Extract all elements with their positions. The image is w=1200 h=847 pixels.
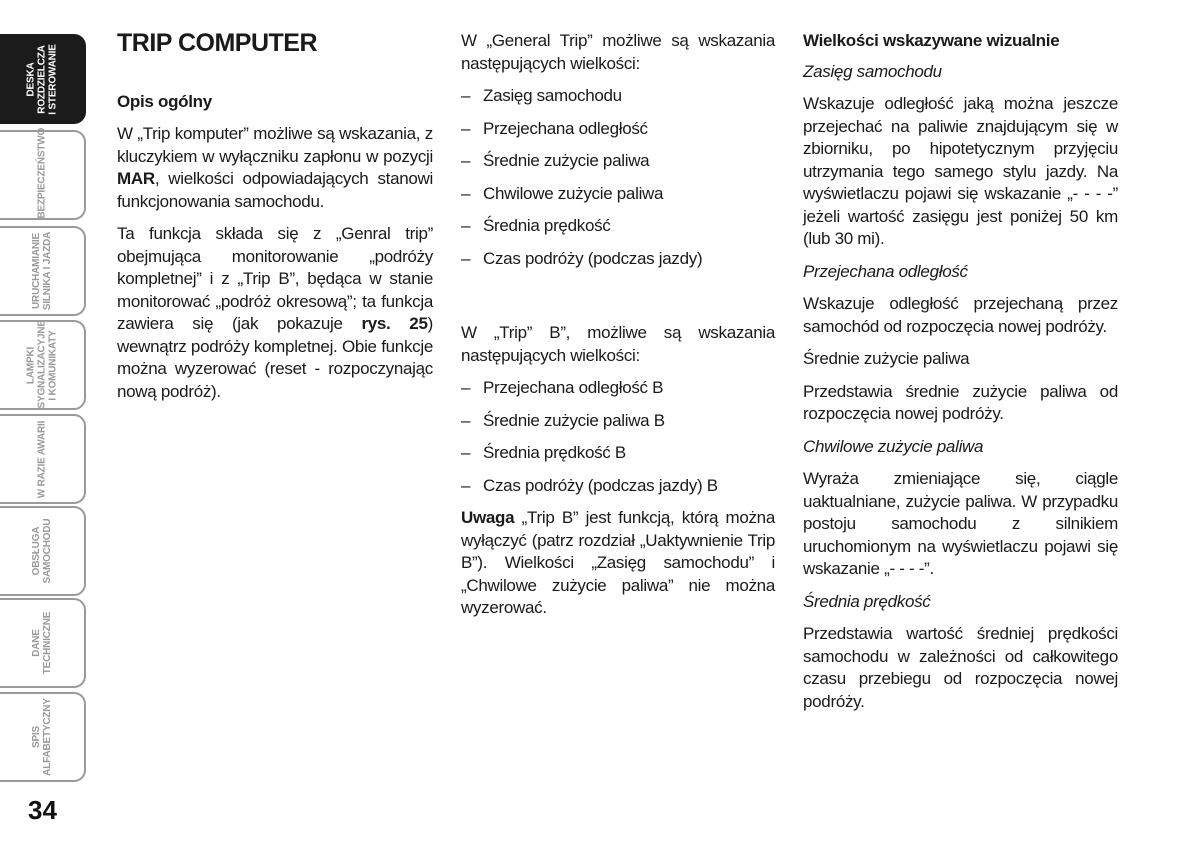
- column-3: [803, 30, 1118, 723]
- trip-b-list: [461, 377, 775, 497]
- tab-label: DESKA ROZDZIELCZA I STEROWANIE: [25, 43, 59, 115]
- list-item: – Zasięg samochodu: [461, 86, 622, 105]
- item-description: Wyraża zmieniające się, ciągle uaktualniane, zużycie paliwa. W przypadku postoju samochodu z silnikiem uruchomionym na wyświetlaczu pojawi się wskazanie „- - - -”.: [803, 469, 1118, 578]
- paragraph: Ta funkcja składa się z „Genral trip” obejmująca monitorowanie „podróży kompletnej” i z „Trip B”, będąca w stanie monitorować „podróż okresową”; ta funkcja zawiera się (jak pokazuje rys. 25) wewnątrz podróży kompletnej. Obie funkcje można wyzerować (reset - rozpoczynając nową podróż).: [117, 224, 433, 401]
- column-1: [117, 30, 433, 413]
- tab-w-razie-awarii[interactable]: [0, 414, 86, 504]
- item-description: Wskazuje odległość jaką można jeszcze przejechać na paliwie znajdującym się w zbiorniku, po hipotetycznym przyjęciu utrzymania tego samego stylu jazdy. Na wyświetlaczu pojawi się wskazanie „- - - -” jeżeli wartość zasięgu jest poniżej 50 km (lub 30 mi).: [803, 94, 1118, 248]
- general-trip-list: [461, 85, 775, 270]
- tab-uruchamianie[interactable]: [0, 226, 86, 316]
- item-title: Zasięg samochodu: [803, 61, 942, 81]
- tab-label: W RAZIE AWARII: [36, 420, 48, 498]
- section-heading: Opis ogólny: [117, 91, 212, 111]
- general-trip-intro: W „General Trip” możliwe są wskazania następujących wielkości:: [461, 31, 775, 73]
- item-title: Przejechana odległość: [803, 261, 968, 281]
- tab-dane-techniczne[interactable]: [0, 598, 86, 688]
- tab-spis-alfabetyczny[interactable]: [0, 692, 86, 782]
- item-title: Chwilowe zużycie paliwa: [803, 436, 984, 456]
- list-item: – Średnia prędkość: [461, 216, 611, 235]
- list-item: – Czas podróży (podczas jazdy) B: [461, 475, 718, 495]
- section-heading: Wielkości wskazywane wizualnie: [803, 31, 1060, 50]
- list-item: – Przejechana odległość B: [461, 378, 664, 397]
- item-title: Średnia prędkość: [803, 591, 931, 611]
- list-item: – Średnie zużycie paliwa B: [461, 410, 665, 430]
- trip-b-intro: W „Trip” B”, możliwe są wskazania następujących wielkości:: [461, 323, 775, 365]
- page-number: 34: [28, 795, 57, 825]
- list-item: – Chwilowe zużycie paliwa: [461, 183, 664, 203]
- list-item: – Średnie zużycie paliwa: [461, 151, 650, 170]
- tab-deska-rozdzielcza[interactable]: [0, 34, 86, 124]
- item-title: Średnie zużycie paliwa: [803, 349, 970, 368]
- page-title: TRIP COMPUTER: [117, 29, 317, 57]
- tab-label: OBSŁUGA SAMOCHODU: [31, 518, 53, 584]
- tab-label: SPIS ALFABETYCZNY: [31, 698, 53, 776]
- tab-label: DANE TECHNICZNE: [31, 611, 53, 675]
- list-item: – Czas podróży (podczas jazdy): [461, 248, 703, 268]
- column-2: [461, 30, 775, 630]
- tab-lampki[interactable]: [0, 320, 86, 410]
- paragraph: W „Trip komputer” możliwe są wskazania, z kluczykiem w wyłączniku zapłonu w pozycji MAR, wielkości odpowiadających stanowi funkcjonowania samochodu.: [117, 124, 433, 211]
- note-paragraph: Uwaga „Trip B” jest funkcją, którą można wyłączyć (patrz rozdział „Uaktywnienie Trip B”). Wielkości „Zasięg samochodu” i „Chwilowe zużycie paliwa” nie można wyzerować.: [461, 508, 775, 617]
- item-description: Przedstawia wartość średniej prędkości samochodu w zależności od całkowitego czasu przebiegu od rozpoczęcia nowej podróży.: [803, 624, 1118, 711]
- tab-label: LAMPKI SYGNALIZACYJNE I KOMUNIKATY: [25, 319, 59, 408]
- tab-label: URUCHAMIANIE SILNIKA I JAZDA: [31, 231, 53, 311]
- tab-obsluga[interactable]: [0, 506, 86, 596]
- list-item: – Średnia prędkość B: [461, 443, 626, 462]
- tab-label: BEZPIECZEŃSTWO: [36, 127, 48, 218]
- tab-bezpieczenstwo[interactable]: [0, 127, 86, 220]
- list-item: – Przejechana odległość: [461, 118, 648, 138]
- item-description: Przedstawia średnie zużycie paliwa od rozpoczęcia nowej podróży.: [803, 381, 1118, 423]
- item-description: Wskazuje odległość przejechaną przez samochód od rozpoczęcia nowej podróży.: [803, 294, 1118, 336]
